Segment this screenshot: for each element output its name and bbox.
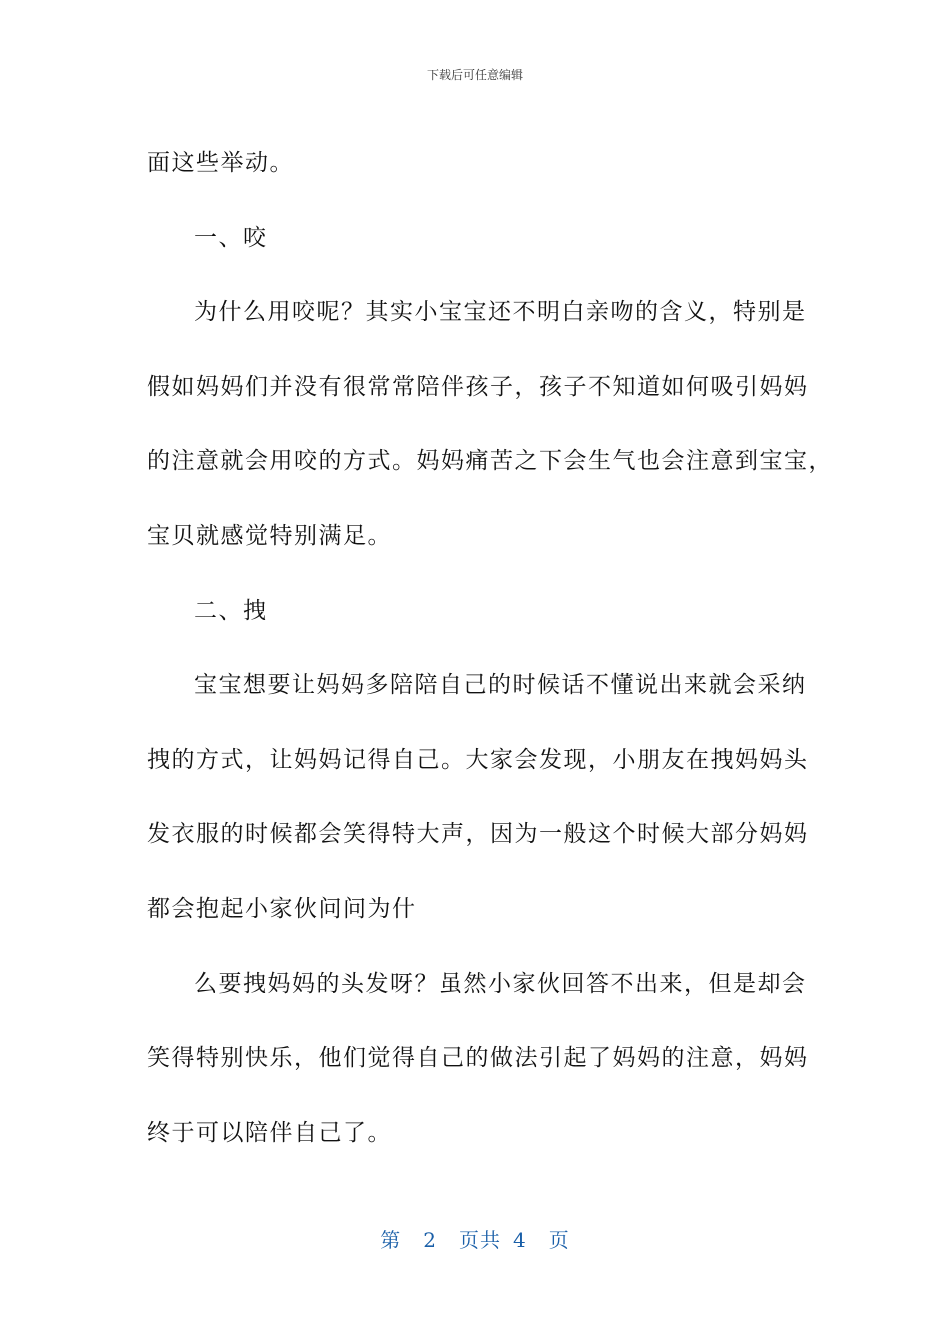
footer-prefix: 第 bbox=[380, 1228, 402, 1252]
paragraph-line: 都会抱起小家伙问问为什 bbox=[147, 895, 417, 922]
paragraph-line: 发衣服的时候都会笑得特大声，因为一般这个时候大部分妈妈 bbox=[147, 821, 809, 848]
page-header: 下载后可任意编辑 bbox=[426, 68, 523, 82]
paragraph-line: 为什么用咬呢？其实小宝宝还不明白亲吻的含义，特别是 bbox=[194, 299, 807, 326]
paragraph-line: 笑得特别快乐，他们觉得自己的做法引起了妈妈的注意，妈妈 bbox=[147, 1045, 809, 1072]
current-page-number: 2 bbox=[423, 1228, 437, 1252]
section-heading-bite: 一、咬 bbox=[194, 224, 268, 251]
paragraph-line: 面这些举动。 bbox=[147, 150, 294, 176]
paragraph-line: 的注意就会用咬的方式。妈妈痛苦之下会生气也会注意到宝宝， bbox=[147, 448, 833, 475]
paragraph-line: 拽的方式，让妈妈记得自己。大家会发现，小朋友在拽妈妈头 bbox=[147, 746, 809, 773]
paragraph-line: 宝宝想要让妈妈多陪陪自己的时候话不懂说出来就会采纳 bbox=[194, 672, 807, 699]
paragraph-line: 终于可以陪伴自己了。 bbox=[147, 1119, 392, 1146]
paragraph-line: 假如妈妈们并没有很常常陪伴孩子，孩子不知道如何吸引妈妈 bbox=[147, 373, 809, 400]
section-heading-pull: 二、拽 bbox=[194, 597, 268, 624]
page-footer bbox=[0, 1224, 950, 1253]
total-page-number: 4 bbox=[513, 1228, 527, 1252]
paragraph-line: 宝贝就感觉特别满足。 bbox=[147, 522, 392, 549]
document-body bbox=[147, 126, 833, 1170]
footer-suffix: 页 bbox=[548, 1228, 570, 1252]
paragraph-line: 么要拽妈妈的头发呀？虽然小家伙回答不出来，但是却会 bbox=[194, 970, 807, 997]
footer-middle: 页共 bbox=[459, 1228, 501, 1252]
